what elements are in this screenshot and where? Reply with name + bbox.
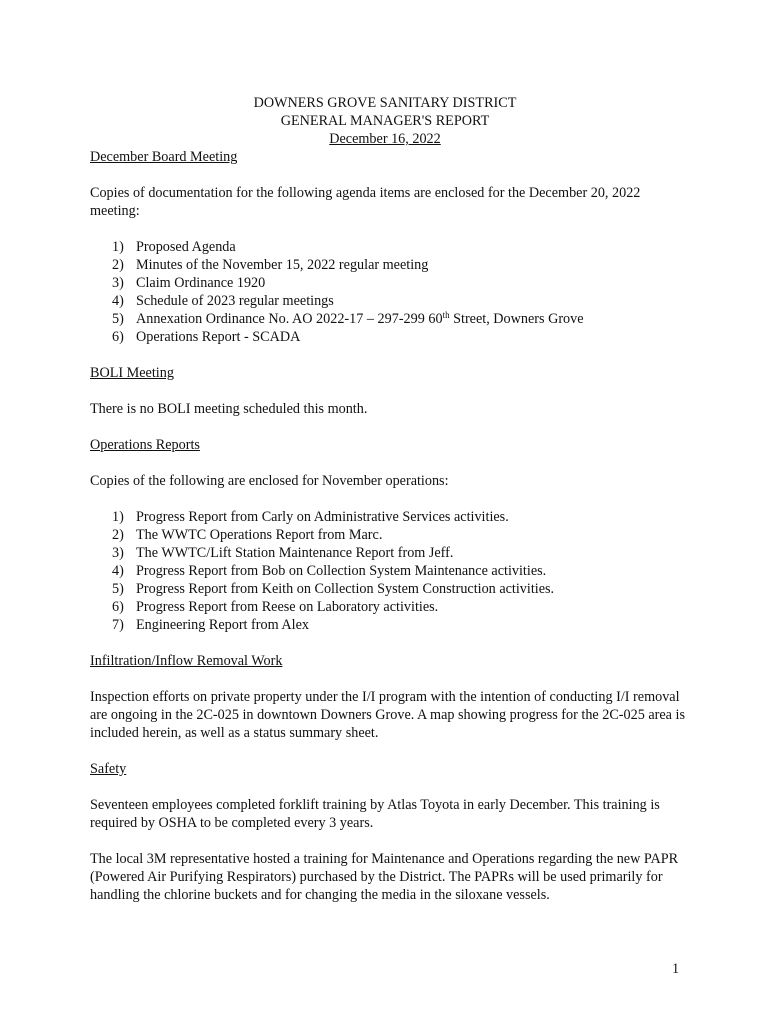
list-item: 4) Progress Report from Bob on Collection System Maintenance activities. bbox=[112, 563, 547, 579]
list-item: 1) Progress Report from Carly on Administrative Services activities. bbox=[112, 509, 509, 525]
infiltration-text: Inspection efforts on private property under the I/I program with the intention of conducting I/I removal are ongoing in the 2C-025 in downtown Downers Grove. A map showing progress for the 2C-025 area is included herein, as well as a status summary sheet. bbox=[90, 689, 685, 741]
list-item: 6) Operations Report - SCADA bbox=[112, 329, 301, 345]
safety-paragraph-2: The local 3M representative hosted a training for Maintenance and Operations regarding the new PAPR (Powered Air Purifying Respirators) purchased by the District. The PAPRs will be used primarily for handling the chlorine buckets and for changing the media in the siloxane vessels. bbox=[90, 851, 679, 903]
safety-paragraph-1: Seventeen employees completed forklift training by Atlas Toyota in early December. This training is required by OSHA to be completed every 3 years. bbox=[90, 797, 660, 831]
section-heading-operations: Operations Reports bbox=[90, 437, 200, 453]
report-title: GENERAL MANAGER'S REPORT bbox=[280, 113, 490, 129]
board-agenda-list bbox=[90, 238, 690, 346]
list-item: 3) Claim Ordinance 1920 bbox=[112, 275, 266, 291]
list-item: 5) Annexation Ordinance No. AO 2022-17 – 297-299 60th Street, Downers Grove bbox=[112, 310, 584, 327]
list-item: 7) Engineering Report from Alex bbox=[112, 617, 309, 633]
operations-report-list bbox=[90, 508, 690, 634]
board-intro: Copies of documentation for the following agenda items are enclosed for the December 20, 2022 meeting: bbox=[90, 185, 641, 219]
list-item: 3) The WWTC/Lift Station Maintenance Report from Jeff. bbox=[112, 545, 454, 561]
section-heading-infiltration: Infiltration/Inflow Removal Work bbox=[90, 653, 283, 669]
report-date: December 16, 2022 bbox=[329, 131, 441, 147]
section-heading-board: December Board Meeting bbox=[90, 149, 238, 165]
operations-intro: Copies of the following are enclosed for November operations: bbox=[90, 473, 449, 489]
org-name: DOWNERS GROVE SANITARY DISTRICT bbox=[253, 95, 517, 111]
document-page bbox=[90, 94, 690, 922]
page-number: 1 bbox=[672, 961, 680, 977]
list-item: 5) Progress Report from Keith on Collection System Construction activities. bbox=[112, 581, 555, 597]
report-header bbox=[90, 94, 680, 148]
list-item: 2) Minutes of the November 15, 2022 regular meeting bbox=[112, 257, 429, 273]
section-heading-safety: Safety bbox=[90, 761, 127, 777]
list-item: 4) Schedule of 2023 regular meetings bbox=[112, 293, 334, 309]
boli-text: There is no BOLI meeting scheduled this month. bbox=[90, 401, 368, 417]
list-item: 2) The WWTC Operations Report from Marc. bbox=[112, 527, 383, 543]
section-heading-boli: BOLI Meeting bbox=[90, 365, 174, 381]
list-item: 6) Progress Report from Reese on Laboratory activities. bbox=[112, 599, 439, 615]
list-item: 1) Proposed Agenda bbox=[112, 239, 236, 255]
